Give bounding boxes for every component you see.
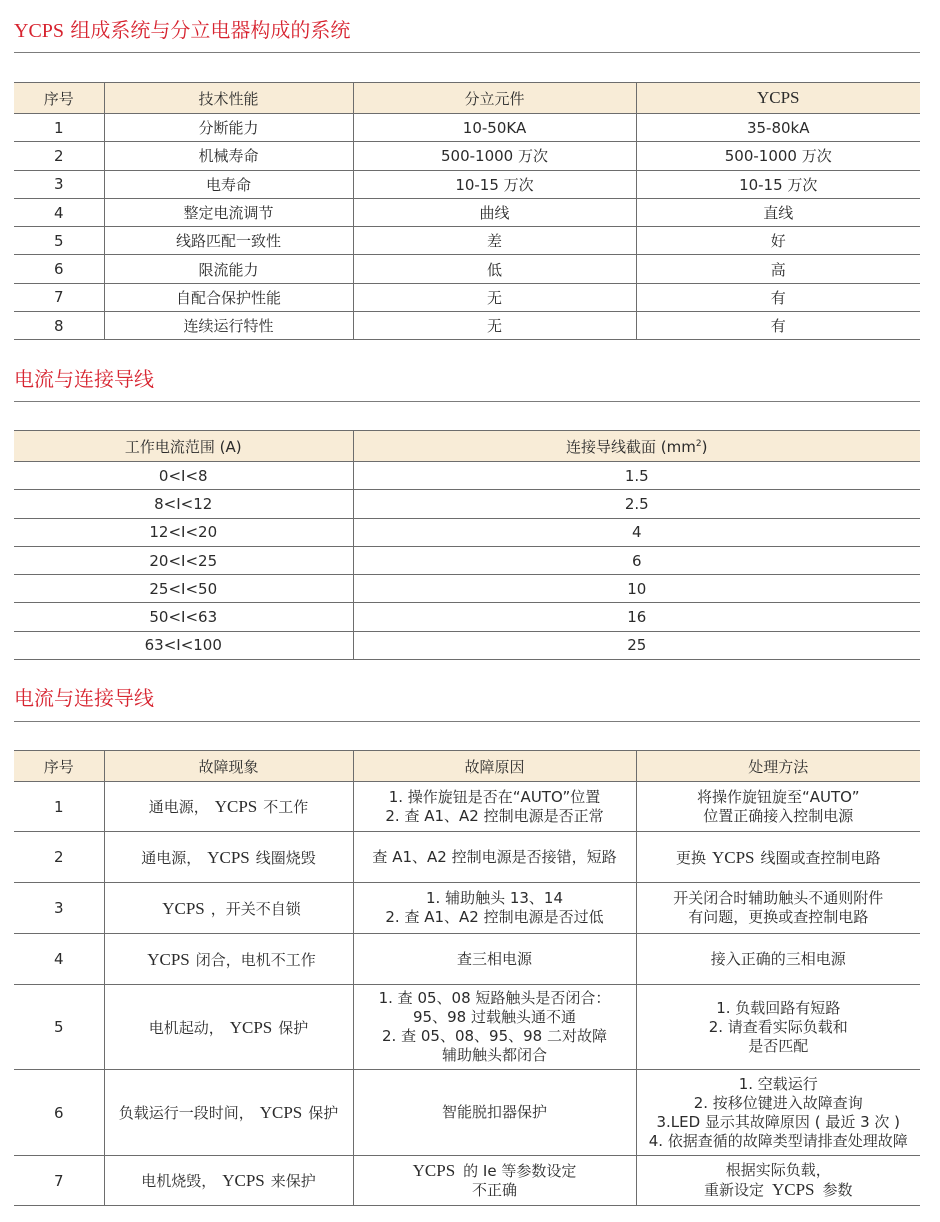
cell-ycps: 直线 xyxy=(636,198,920,226)
cell-current-range: 50<I<63 xyxy=(14,603,353,631)
cell-no: 4 xyxy=(14,934,104,985)
text-part: 通电源， xyxy=(148,798,209,816)
col-header-performance: 技术性能 xyxy=(104,83,353,114)
table-row xyxy=(14,1070,920,1156)
cell-line: 智能脱扣器保护 xyxy=(441,1103,547,1121)
cell-ycps: 10-15 万次 xyxy=(636,170,920,198)
cell-current-range: 8<I<12 xyxy=(14,490,353,518)
cell-no: 7 xyxy=(14,1156,104,1206)
cell-phenomenon xyxy=(104,832,353,883)
table-row xyxy=(14,227,920,255)
cell-discrete: 曲线 xyxy=(353,198,636,226)
cell-current-range: 0<I<8 xyxy=(14,462,353,490)
cell-line: 辅助触头都闭合 xyxy=(441,1046,547,1064)
cell-solution xyxy=(636,934,920,985)
cell-no: 6 xyxy=(14,1070,104,1156)
wire-section-table xyxy=(14,430,920,660)
ycps-brand: YCPS xyxy=(162,898,205,918)
col-header-solution: 处理方法 xyxy=(636,751,920,782)
text-part: 线圈烧毁 xyxy=(255,848,316,867)
section1-rule xyxy=(14,52,920,53)
cell-no: 1 xyxy=(14,114,104,142)
cell-line: 1. 负载回路有短路 xyxy=(716,998,841,1017)
table-row xyxy=(14,490,920,518)
text-part: 电机起动， xyxy=(148,1018,224,1037)
cell-no: 4 xyxy=(14,198,104,226)
text-part: ，开关不自锁 xyxy=(210,899,301,918)
cell-no: 7 xyxy=(14,283,104,311)
text-part: 不工作 xyxy=(263,798,309,816)
cell-wire-section: 4 xyxy=(353,518,920,546)
cell-solution xyxy=(636,985,920,1070)
col-header-wire-sup: 2 xyxy=(695,438,702,449)
text-part: 更换 xyxy=(675,848,706,867)
cell-wire-section: 2.5 xyxy=(353,490,920,518)
cell-no: 8 xyxy=(14,312,104,340)
table-row xyxy=(14,546,920,574)
ycps-brand: YCPS xyxy=(214,797,258,816)
table-row xyxy=(14,985,920,1070)
cell-no: 3 xyxy=(14,883,104,934)
col-header-no: 序号 xyxy=(14,751,104,782)
cell-ycps: 高 xyxy=(636,255,920,283)
text-part: 保护 xyxy=(308,1104,339,1122)
cell-line: 开关闭合时辅助触头不通则附件 xyxy=(673,889,884,907)
cell-line: 2. 查 A1、A2 控制电源是否正常 xyxy=(385,806,604,825)
cell-wire-section: 1.5 xyxy=(353,462,920,490)
section2-rule xyxy=(14,401,920,402)
cell-current-range: 20<I<25 xyxy=(14,546,353,574)
cell-performance: 线路匹配一致性 xyxy=(104,227,353,255)
cell-current-range: 63<I<100 xyxy=(14,631,353,659)
cell-performance: 分断能力 xyxy=(104,114,353,142)
cell-no: 3 xyxy=(14,170,104,198)
col-header-current: 工作电流范围 (A) xyxy=(14,431,353,462)
cell-performance: 自配合保护性能 xyxy=(104,283,353,311)
table-row xyxy=(14,462,920,490)
text-part: 线圈或查控制电路 xyxy=(760,848,881,867)
comparison-table xyxy=(14,82,920,340)
cell-discrete: 10-15 万次 xyxy=(353,170,636,198)
section1-title-text: 组成系统与分立电器构成的系统 xyxy=(70,18,351,42)
cell-wire-section: 25 xyxy=(353,631,920,659)
section1-title xyxy=(14,14,350,43)
cell-wire-section: 16 xyxy=(353,603,920,631)
cell-cause xyxy=(353,934,636,985)
section1-title-brand: YCPS xyxy=(14,20,65,42)
col-header-phenomenon: 故障现象 xyxy=(104,751,353,782)
cell-discrete: 10-50KA xyxy=(353,114,636,142)
cell-discrete: 低 xyxy=(353,255,636,283)
cell-line: 1. 辅助触头 13、14 xyxy=(425,889,564,907)
cell-current-range: 12<I<20 xyxy=(14,518,353,546)
cell-line xyxy=(354,1161,636,1181)
cell-solution xyxy=(636,1156,920,1206)
cell-line: 将操作旋钮旋至“AUTO” xyxy=(697,787,860,806)
text-part: 参数 xyxy=(822,1181,853,1199)
cell-phenomenon xyxy=(104,782,353,832)
cell-discrete: 500-1000 万次 xyxy=(353,142,636,170)
col-header-no: 序号 xyxy=(14,83,104,114)
cell-no: 1 xyxy=(14,782,104,832)
table-row xyxy=(14,255,920,283)
cell-line: 查三相电源 xyxy=(456,949,532,968)
cell-line: 2. 查 05、08、95、98 二对故障 xyxy=(382,1027,607,1045)
col-header-wire xyxy=(353,431,920,462)
cell-line: 查 A1、A2 控制电源是否接错，短路 xyxy=(372,847,617,866)
cell-ycps: 有 xyxy=(636,312,920,340)
table-row xyxy=(14,631,920,659)
cell-line: 1. 空载运行 xyxy=(738,1074,818,1093)
table-row xyxy=(14,142,920,170)
cell-cause xyxy=(353,832,636,883)
cell-no: 2 xyxy=(14,832,104,883)
ycps-brand: YCPS xyxy=(711,847,755,867)
ycps-brand: YCPS xyxy=(259,1103,303,1122)
table-row xyxy=(14,832,920,883)
cell-ycps: 35-80kA xyxy=(636,114,920,142)
cell-line: 3.LED 显示其故障原因 ( 最近 3 次 ) xyxy=(656,1112,901,1131)
text-part: 电机烧毁， xyxy=(141,1172,217,1190)
cell-solution xyxy=(636,1070,920,1156)
cell-cause xyxy=(353,1156,636,1206)
cell-line xyxy=(637,1180,921,1200)
table-row xyxy=(14,575,920,603)
cell-cause xyxy=(353,985,636,1070)
section2-title: 电流与连接导线 xyxy=(14,367,154,391)
cell-cause xyxy=(353,782,636,832)
cell-phenomenon xyxy=(104,1070,353,1156)
cell-solution xyxy=(636,782,920,832)
cell-line: 1. 操作旋钮是否在“AUTO”位置 xyxy=(388,787,601,806)
text-part: 负载运行一段时间， xyxy=(118,1104,254,1122)
cell-discrete: 无 xyxy=(353,283,636,311)
cell-phenomenon xyxy=(104,1156,353,1206)
col-header-wire-end: ) xyxy=(701,437,708,456)
cell-phenomenon xyxy=(104,934,353,985)
cell-cause xyxy=(353,1070,636,1156)
table-row xyxy=(14,114,920,142)
cell-line: 接入正确的三相电源 xyxy=(710,949,846,968)
table-row xyxy=(14,312,920,340)
cell-performance: 连续运行特性 xyxy=(104,312,353,340)
cell-line: 95、98 过载触头通不通 xyxy=(413,1008,576,1026)
fault-table xyxy=(14,750,920,1206)
cell-line: 位置正确接入控制电源 xyxy=(703,806,854,825)
ycps-brand: YCPS xyxy=(222,1171,265,1190)
text-part: 重新设定 xyxy=(703,1181,764,1199)
cell-line: 有问题，更换或查控制电路 xyxy=(688,908,869,926)
table-row xyxy=(14,518,920,546)
cell-line: 不正确 xyxy=(471,1181,517,1199)
cell-solution xyxy=(636,832,920,883)
cell-no: 2 xyxy=(14,142,104,170)
table-row xyxy=(14,1156,920,1206)
ycps-brand: YCPS xyxy=(207,847,250,867)
cell-no: 5 xyxy=(14,985,104,1070)
table-row xyxy=(14,198,920,226)
cell-wire-section: 10 xyxy=(353,575,920,603)
cell-phenomenon xyxy=(104,883,353,934)
cell-wire-section: 6 xyxy=(353,546,920,574)
cell-ycps: 500-1000 万次 xyxy=(636,142,920,170)
col-header-wire-text: 连接导线截面 (mm xyxy=(566,437,696,456)
cell-current-range: 25<I<50 xyxy=(14,575,353,603)
cell-cause xyxy=(353,883,636,934)
cell-performance: 电寿命 xyxy=(104,170,353,198)
text-part: 来保护 xyxy=(270,1172,316,1190)
table-row xyxy=(14,603,920,631)
cell-phenomenon xyxy=(104,985,353,1070)
text-part: 保护 xyxy=(278,1018,309,1037)
table-row xyxy=(14,934,920,985)
cell-performance: 整定电流调节 xyxy=(104,198,353,226)
section3-title: 电流与连接导线 xyxy=(14,686,154,710)
col-header-ycps: YCPS xyxy=(636,83,920,114)
cell-performance: 限流能力 xyxy=(104,255,353,283)
cell-solution xyxy=(636,883,920,934)
cell-line: 1. 查 05、08 短路触头是否闭合： xyxy=(378,989,611,1007)
cell-ycps: 有 xyxy=(636,283,920,311)
cell-line: 2. 按移位键进入故障查询 xyxy=(693,1093,863,1112)
col-header-discrete: 分立元件 xyxy=(353,83,636,114)
text-part: 闭合，电机不工作 xyxy=(195,950,316,969)
ycps-brand: YCPS xyxy=(771,1180,815,1199)
col-header-cause: 故障原因 xyxy=(353,751,636,782)
table-row xyxy=(14,883,920,934)
cell-line: 2. 查 A1、A2 控制电源是否过低 xyxy=(385,908,604,926)
cell-discrete: 差 xyxy=(353,227,636,255)
cell-line: 是否匹配 xyxy=(748,1036,809,1055)
table-row xyxy=(14,170,920,198)
text-part: 的 Ie 等参数设定 xyxy=(463,1162,577,1180)
cell-performance: 机械寿命 xyxy=(104,142,353,170)
cell-ycps: 好 xyxy=(636,227,920,255)
cell-no: 5 xyxy=(14,227,104,255)
cell-line: 根据实际负载， xyxy=(725,1161,831,1179)
ycps-brand: YCPS xyxy=(229,1017,273,1037)
cell-line: 2. 请查看实际负载和 xyxy=(708,1017,848,1036)
table-row xyxy=(14,283,920,311)
table-row xyxy=(14,782,920,832)
section3-rule xyxy=(14,721,920,722)
cell-discrete: 无 xyxy=(353,312,636,340)
cell-no: 6 xyxy=(14,255,104,283)
ycps-brand: YCPS xyxy=(412,1161,456,1180)
ycps-brand: YCPS xyxy=(147,949,190,969)
text-part: 通电源， xyxy=(141,848,202,867)
cell-line: 4. 依据查循的故障类型请排查处理故障 xyxy=(648,1131,908,1150)
